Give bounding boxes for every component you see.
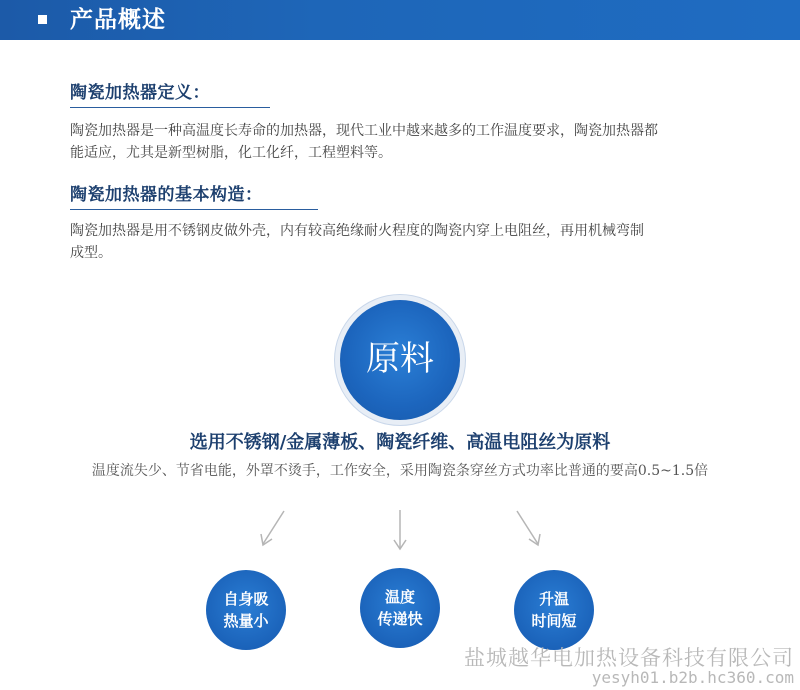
benefit-line: 热量小	[223, 612, 269, 630]
body-line: 陶瓷加热器是一种高温度长寿命的加热器，现代工业中越来越多的工作温度要求，陶瓷加热器都	[70, 123, 658, 139]
header-bar	[0, 0, 800, 40]
arrow-down-left-icon	[255, 508, 289, 550]
feature-subline: 温度流失少、节省电能，外罩不烫手，工作安全，采用陶瓷条穿丝方式功率比普通的要高0.5~1.5倍	[91, 463, 709, 479]
watermark-company: 盐城越华电加热设备科技有限公司	[464, 646, 794, 670]
page-title: 产品概述	[70, 7, 166, 33]
section-title-definition: 陶瓷加热器定义：	[70, 83, 210, 103]
arrow-down-icon	[390, 508, 410, 552]
benefit-circle-low-heat-absorption	[206, 570, 286, 650]
section-underline	[70, 107, 270, 108]
square-bullet-icon	[38, 15, 47, 24]
benefit-circle-short-heating-time	[514, 570, 594, 650]
section-body-definition	[70, 120, 750, 164]
body-line: 成型。	[70, 245, 112, 261]
section-title-construction: 陶瓷加热器的基本构造：	[70, 185, 263, 205]
watermark-url: yesyh01.b2b.hc360.com	[591, 668, 794, 687]
benefit-circle-fast-heat-transfer	[360, 568, 440, 648]
benefit-line: 升温	[538, 590, 569, 608]
benefit-line: 温度	[384, 588, 415, 606]
feature-headline: 选用不锈钢/金属薄板、陶瓷纤维、高温电阻丝为原料	[189, 432, 611, 453]
section-underline	[70, 209, 318, 210]
body-line: 陶瓷加热器是用不锈钢皮做外壳，内有较高绝缘耐火程度的陶瓷内穿上电阻丝，再用机械弯制	[70, 223, 644, 239]
benefit-line: 传递快	[377, 610, 423, 628]
benefit-line: 自身吸	[223, 590, 269, 608]
arrow-down-right-icon	[512, 508, 546, 550]
body-line: 能适应，尤其是新型树脂，化工化纤，工程塑料等。	[70, 145, 392, 161]
benefit-line: 时间短	[531, 612, 577, 630]
raw-material-label: 原料	[366, 339, 434, 379]
section-body-construction	[70, 220, 750, 264]
